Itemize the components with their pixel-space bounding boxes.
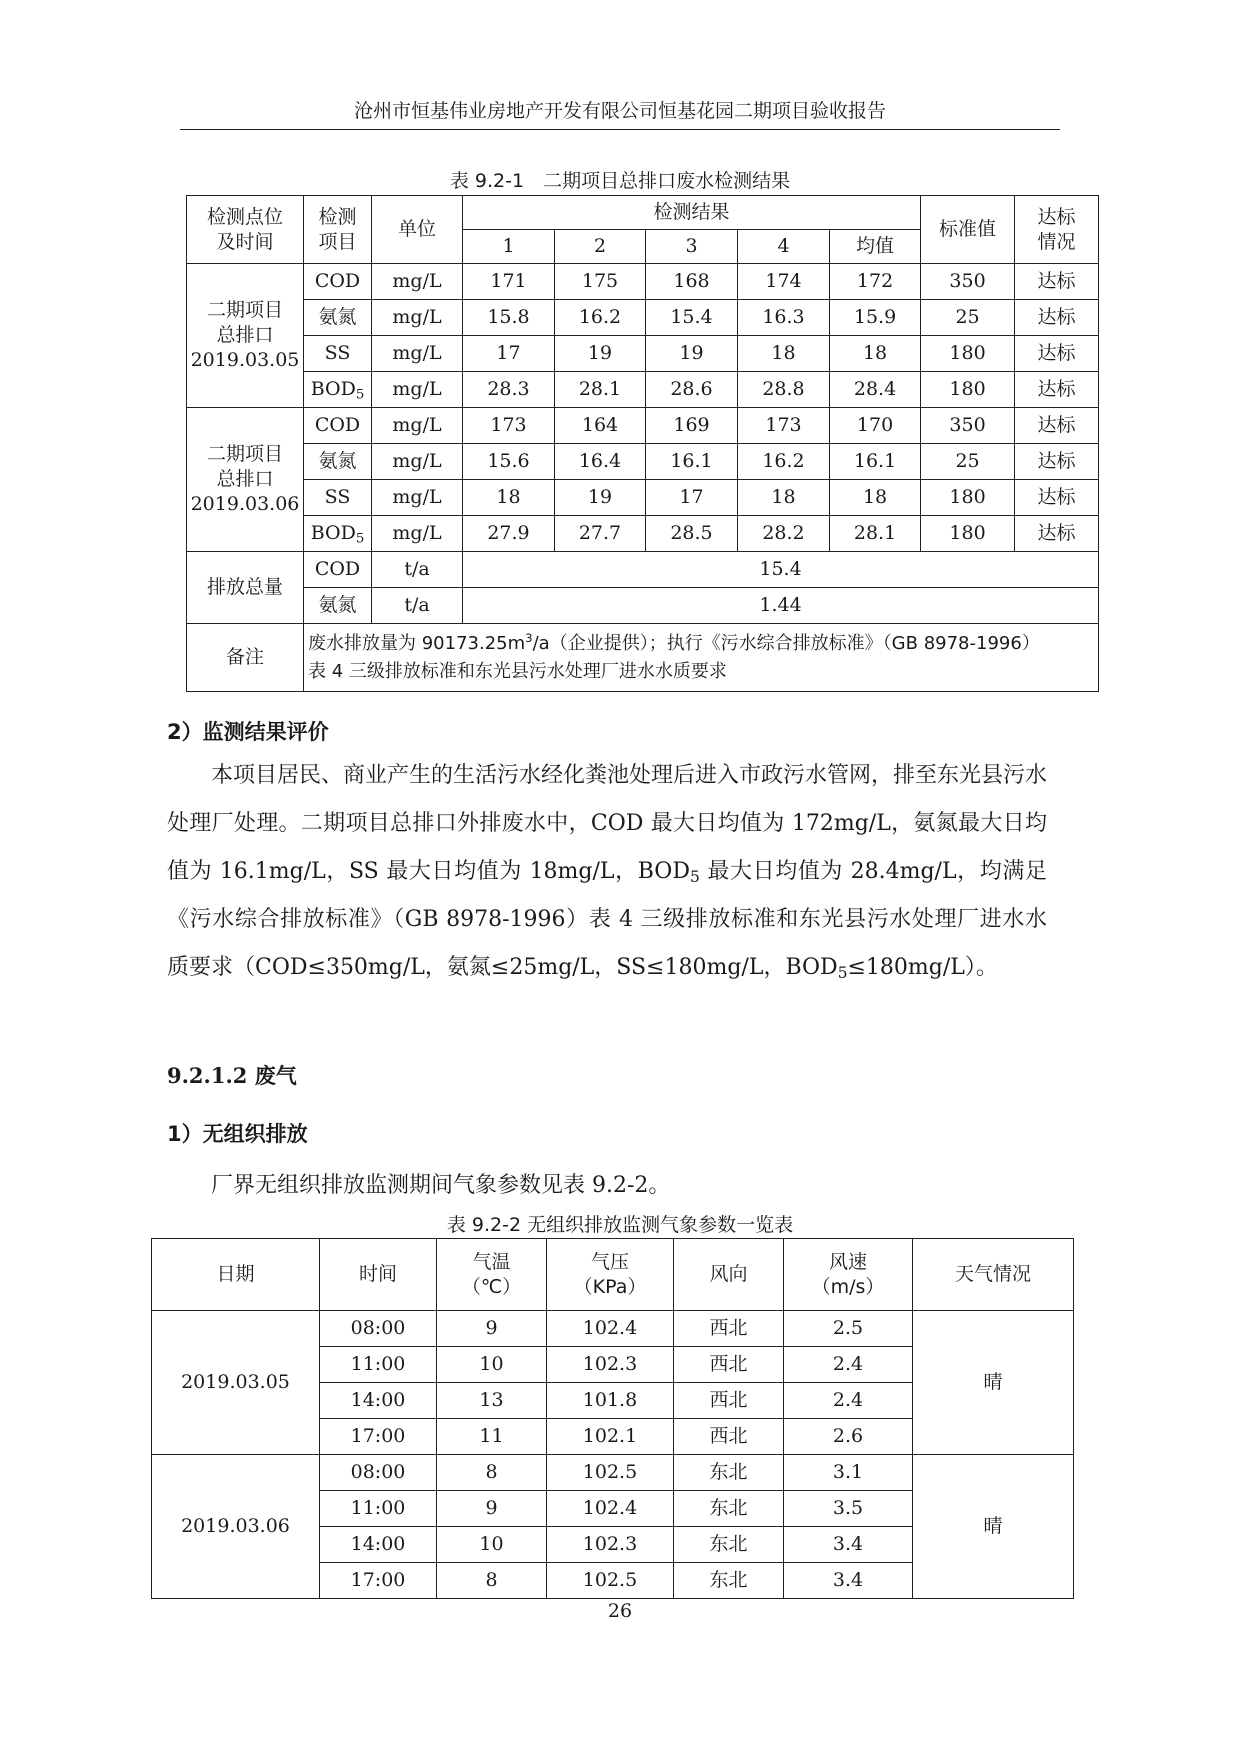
cell-value: 175 xyxy=(555,264,646,300)
cell-pressure: 102.5 xyxy=(547,1455,674,1491)
cell-pressure: 102.5 xyxy=(547,1563,674,1599)
cell-value: 169 xyxy=(646,408,738,444)
cell-time: 17:00 xyxy=(320,1563,437,1599)
header-col-2: 2 xyxy=(555,230,646,264)
table-row xyxy=(187,372,1099,408)
cell-value: 19 xyxy=(555,336,646,372)
table-row xyxy=(152,1311,1074,1347)
cell-wind-dir: 西北 xyxy=(674,1419,784,1455)
group-date: 2019.03.06 xyxy=(152,1455,320,1599)
header-col-mean: 均值 xyxy=(830,230,921,264)
group-point: 二期项目 总排口 2019.03.05 xyxy=(187,264,304,408)
cell-temp: 8 xyxy=(437,1563,547,1599)
cell-value: 19 xyxy=(555,480,646,516)
cell-standard: 180 xyxy=(921,516,1015,552)
cell-temp: 9 xyxy=(437,1491,547,1527)
cell-unit: mg/L xyxy=(372,408,463,444)
cell-time: 17:00 xyxy=(320,1419,437,1455)
cell-mean: 28.4 xyxy=(830,372,921,408)
cell-pressure: 101.8 xyxy=(547,1383,674,1419)
table-row xyxy=(187,444,1099,480)
header-col-1: 1 xyxy=(463,230,555,264)
cell-pressure: 102.3 xyxy=(547,1527,674,1563)
section-unorg-heading: 1）无组织排放 xyxy=(167,1122,308,1146)
table-row xyxy=(187,300,1099,336)
table-row xyxy=(187,552,1099,588)
cell-value: 164 xyxy=(555,408,646,444)
header-temp: 气温 （℃） xyxy=(437,1239,547,1311)
cell-wind-speed: 2.5 xyxy=(784,1311,913,1347)
cell-standard: 180 xyxy=(921,336,1015,372)
cell-standard: 180 xyxy=(921,480,1015,516)
cell-status: 达标 xyxy=(1015,300,1099,336)
cell-standard: 180 xyxy=(921,372,1015,408)
cell-time: 08:00 xyxy=(320,1311,437,1347)
section-eval-heading: 2）监测结果评价 xyxy=(167,720,329,744)
cell-value: 16.3 xyxy=(738,300,830,336)
cell-mean: 15.9 xyxy=(830,300,921,336)
cell-value: 174 xyxy=(738,264,830,300)
header-col-3: 3 xyxy=(646,230,738,264)
cell-temp: 10 xyxy=(437,1527,547,1563)
note-text: 废水排放量为 $90173.25m^3/a$（企业提供）；执行《污水综合排放标准》（GB 8978-1996） 表 4 三级排放标准和东光县污水处理厂进水水质要求 xyxy=(304,624,1099,692)
cell-mean: 16.1 xyxy=(830,444,921,480)
cell-value: 168 xyxy=(646,264,738,300)
cell-weather: 晴 xyxy=(913,1311,1074,1455)
cell-value: 18 xyxy=(738,336,830,372)
cell-value: 19 xyxy=(646,336,738,372)
cell-value: 17 xyxy=(463,336,555,372)
cell-temp: 8 xyxy=(437,1455,547,1491)
cell-item: COD xyxy=(304,552,372,588)
cell-value: 27.7 xyxy=(555,516,646,552)
cell-wind-speed: 3.5 xyxy=(784,1491,913,1527)
header-wind-dir: 风向 xyxy=(674,1239,784,1311)
header-weather: 天气情况 xyxy=(913,1239,1074,1311)
cell-value: 28.6 xyxy=(646,372,738,408)
cell-temp: 11 xyxy=(437,1419,547,1455)
header-results: 检测结果 xyxy=(463,196,921,230)
cell-time: 14:00 xyxy=(320,1527,437,1563)
cell-value: 16.2 xyxy=(738,444,830,480)
group-date: 2019.03.05 xyxy=(152,1311,320,1455)
header-status: 达标 情况 xyxy=(1015,196,1099,264)
cell-standard: 350 xyxy=(921,264,1015,300)
header-item: 检测 项目 xyxy=(304,196,372,264)
cell-pressure: 102.4 xyxy=(547,1311,674,1347)
cell-unit: mg/L xyxy=(372,444,463,480)
cell-status: 达标 xyxy=(1015,372,1099,408)
cell-status: 达标 xyxy=(1015,408,1099,444)
cell-wind-dir: 东北 xyxy=(674,1527,784,1563)
table-row xyxy=(187,588,1099,624)
cell-pressure: 102.3 xyxy=(547,1347,674,1383)
cell-item: SS xyxy=(304,480,372,516)
cell-unit: t/a xyxy=(372,552,463,588)
cell-standard: 25 xyxy=(921,444,1015,480)
cell-mean: 18 xyxy=(830,480,921,516)
cell-item: 氨氮 xyxy=(304,588,372,624)
cell-temp: 10 xyxy=(437,1347,547,1383)
cell-wind-dir: 西北 xyxy=(674,1383,784,1419)
cell-value: 173 xyxy=(738,408,830,444)
cell-unit: mg/L xyxy=(372,480,463,516)
cell-item: SS xyxy=(304,336,372,372)
cell-standard: 25 xyxy=(921,300,1015,336)
page-number: 26 xyxy=(607,1600,633,1622)
cell-pressure: 102.1 xyxy=(547,1419,674,1455)
cell-temp: 13 xyxy=(437,1383,547,1419)
cell-item: $BOD_5$ xyxy=(304,372,372,408)
cell-value: 16.4 xyxy=(555,444,646,480)
cell-pressure: 102.4 xyxy=(547,1491,674,1527)
cell-status: 达标 xyxy=(1015,516,1099,552)
cell-status: 达标 xyxy=(1015,264,1099,300)
cell-wind-speed: 2.6 xyxy=(784,1419,913,1455)
cell-mean: 28.1 xyxy=(830,516,921,552)
cell-unit: mg/L xyxy=(372,516,463,552)
cell-item: $BOD_5$ xyxy=(304,516,372,552)
cell-unit: mg/L xyxy=(372,372,463,408)
cell-wind-speed: 3.4 xyxy=(784,1563,913,1599)
cell-value: 16.2 xyxy=(555,300,646,336)
section-gas-heading: 9.2.1.2 废气 xyxy=(167,1063,297,1088)
cell-unit: mg/L xyxy=(372,336,463,372)
cell-unit: mg/L xyxy=(372,264,463,300)
cell-value: 15.6 xyxy=(463,444,555,480)
cell-time: 11:00 xyxy=(320,1491,437,1527)
cell-time: 14:00 xyxy=(320,1383,437,1419)
cell-status: 达标 xyxy=(1015,480,1099,516)
cell-value: 28.1 xyxy=(555,372,646,408)
cell-value: 18 xyxy=(738,480,830,516)
cell-item: COD xyxy=(304,408,372,444)
cell-weather: 晴 xyxy=(913,1455,1074,1599)
header-pressure: 气压 （KPa） xyxy=(547,1239,674,1311)
header-time: 时间 xyxy=(320,1239,437,1311)
cell-wind-dir: 西北 xyxy=(674,1347,784,1383)
table1-caption: 表 9.2-1 二期项目总排口废水检测结果 xyxy=(449,170,791,192)
cell-value: 16.1 xyxy=(646,444,738,480)
cell-mean: 18 xyxy=(830,336,921,372)
cell-value: 18 xyxy=(463,480,555,516)
total-value: 15.4 xyxy=(463,552,1099,588)
cell-status: 达标 xyxy=(1015,444,1099,480)
cell-temp: 9 xyxy=(437,1311,547,1347)
table-row xyxy=(187,408,1099,444)
cell-item: 氨氮 xyxy=(304,444,372,480)
total-label: 排放总量 xyxy=(187,552,304,624)
cell-wind-speed: 2.4 xyxy=(784,1383,913,1419)
cell-time: 11:00 xyxy=(320,1347,437,1383)
header-wind-speed: 风速 （m/s） xyxy=(784,1239,913,1311)
cell-wind-speed: 2.4 xyxy=(784,1347,913,1383)
header-unit: 单位 xyxy=(372,196,463,264)
group-point: 二期项目 总排口 2019.03.06 xyxy=(187,408,304,552)
section-eval-paragraph: 本项目居民、商业产生的生活污水经化粪池处理后进入市政污水管网，排至东光县污水处理厂处理。二期项目总排口外排废水中，COD 最大日均值为 172mg/L，氨氮最大日均值为 16.1mg/L，SS 最大日均值为 18mg/L，$BOD_5$ 最大日均值为 28.4mg/L，均满足《污水综合排放标准》（GB 8978-1996）表 4 三级排放标准和东光县污水处理厂进水水质要求（COD≤350mg/L，氨氮≤25mg/L，SS≤180mg/L，$BOD_5\le 180mg/L$）。 xyxy=(167,763,1048,982)
cell-value: 27.9 xyxy=(463,516,555,552)
table-row xyxy=(187,264,1099,300)
cell-wind-dir: 东北 xyxy=(674,1455,784,1491)
cell-item: 氨氮 xyxy=(304,300,372,336)
note-label: 备注 xyxy=(187,624,304,692)
cell-time: 08:00 xyxy=(320,1455,437,1491)
cell-unit: mg/L xyxy=(372,300,463,336)
table-row xyxy=(152,1455,1074,1491)
wastewater-results-table xyxy=(186,195,1099,692)
header-col-4: 4 xyxy=(738,230,830,264)
table-row xyxy=(187,336,1099,372)
cell-status: 达标 xyxy=(1015,336,1099,372)
cell-standard: 350 xyxy=(921,408,1015,444)
cell-value: 28.3 xyxy=(463,372,555,408)
cell-wind-speed: 3.1 xyxy=(784,1455,913,1491)
cell-value: 17 xyxy=(646,480,738,516)
cell-unit: t/a xyxy=(372,588,463,624)
cell-wind-dir: 东北 xyxy=(674,1491,784,1527)
cell-value: 28.8 xyxy=(738,372,830,408)
header-standard: 标准值 xyxy=(921,196,1015,264)
cell-wind-dir: 东北 xyxy=(674,1563,784,1599)
section-unorg-text: 厂界无组织排放监测期间气象参数见表 9.2-2。 xyxy=(211,1173,671,1198)
table2-caption: 表 9.2-2 无组织排放监测气象参数一览表 xyxy=(446,1214,794,1236)
cell-wind-dir: 西北 xyxy=(674,1311,784,1347)
table-row xyxy=(187,516,1099,552)
weather-params-table xyxy=(151,1238,1074,1599)
cell-mean: 172 xyxy=(830,264,921,300)
table-row xyxy=(187,624,1099,692)
cell-value: 28.5 xyxy=(646,516,738,552)
cell-value: 15.8 xyxy=(463,300,555,336)
cell-item: COD xyxy=(304,264,372,300)
total-value: 1.44 xyxy=(463,588,1099,624)
page-header: 沧州市恒基伟业房地产开发有限公司恒基花园二期项目验收报告 xyxy=(180,96,1060,130)
cell-wind-speed: 3.4 xyxy=(784,1527,913,1563)
header-date: 日期 xyxy=(152,1239,320,1311)
cell-value: 28.2 xyxy=(738,516,830,552)
cell-value: 173 xyxy=(463,408,555,444)
cell-value: 15.4 xyxy=(646,300,738,336)
table-row xyxy=(187,480,1099,516)
cell-value: 171 xyxy=(463,264,555,300)
header-point: 检测点位 及时间 xyxy=(187,196,304,264)
cell-mean: 170 xyxy=(830,408,921,444)
